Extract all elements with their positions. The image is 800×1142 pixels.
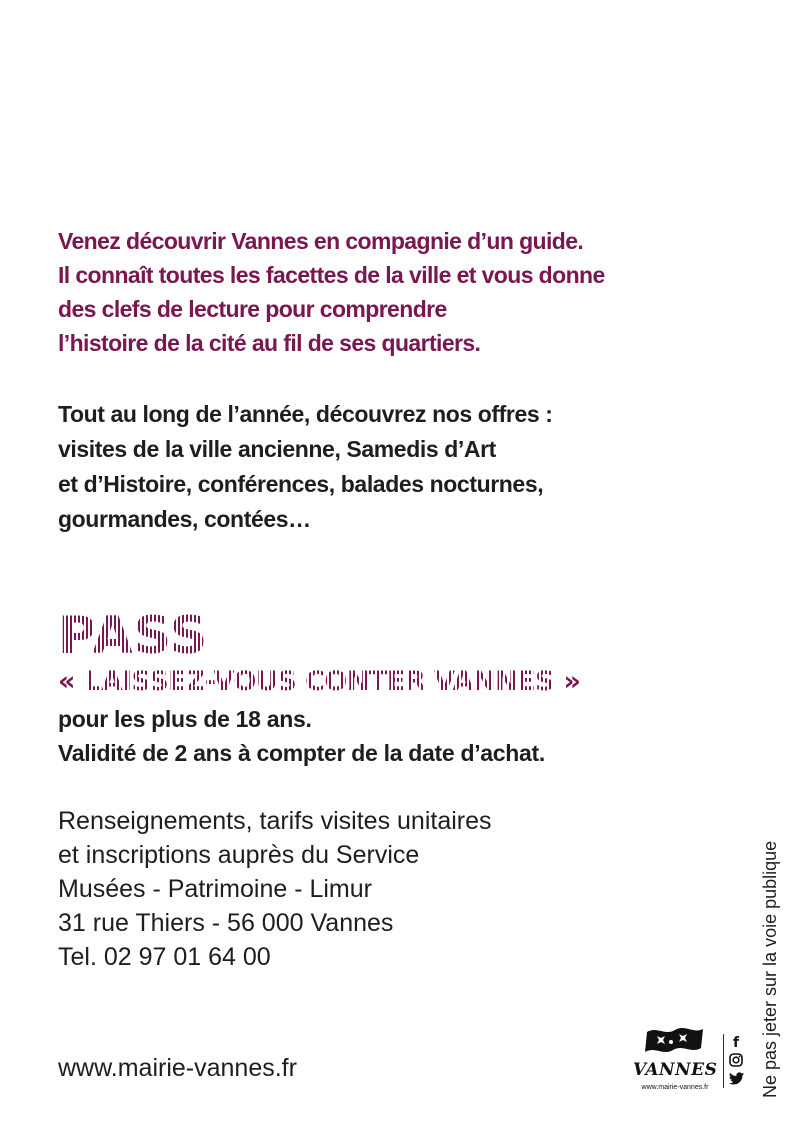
pass-title: PASS (58, 606, 209, 666)
website-link[interactable]: www.mairie-vannes.fr (58, 1054, 297, 1082)
intro-line: Venez découvrir Vannes en compagnie d’un guide. (58, 228, 584, 254)
contact-line: Renseignements, tarifs visites unitaires (58, 807, 492, 835)
vertical-note: Ne pas jeter sur la voie publique (760, 840, 780, 1098)
pass-detail-line: pour les plus de 18 ans. (58, 706, 312, 732)
logo-name: VANNES (633, 1060, 718, 1080)
intro-line: des clefs de lecture pour comprendre (58, 296, 447, 322)
logo-divider (723, 1034, 724, 1088)
contact-phone: Tel. 02 97 01 64 00 (58, 943, 271, 971)
quote-open: « (58, 666, 76, 697)
ermine-flag-icon (643, 1024, 707, 1060)
facebook-icon[interactable]: f (732, 1035, 740, 1051)
contact-address: 31 rue Thiers - 56 000 Vannes (58, 909, 394, 937)
offers-line: et d’Histoire, conférences, balades nocturnes, (58, 471, 544, 497)
contact-line: et inscriptions auprès du Service (58, 841, 420, 869)
offers-line: Tout au long de l’année, découvrez nos offres : (58, 401, 553, 427)
offers-line: visites de la ville ancienne, Samedis d’Art (58, 436, 496, 462)
twitter-icon[interactable] (728, 1070, 744, 1088)
pass-detail-line: Validité de 2 ans à compter de la date d’achat. (58, 740, 545, 766)
offers-paragraph (58, 397, 778, 537)
instagram-icon[interactable] (728, 1052, 744, 1070)
contact-info (58, 804, 492, 974)
contact-line: Musées - Patrimoine - Limur (58, 875, 372, 903)
social-icons (728, 1034, 744, 1088)
pass-name: LAISSEZ-VOUS CONTER VANNES (84, 666, 555, 697)
pass-subtitle (58, 664, 581, 700)
logo-url: www.mairie-vannes.fr (641, 1084, 709, 1091)
quote-close: » (563, 666, 581, 697)
intro-line: l’histoire de la cité au fil de ses quartiers. (58, 330, 481, 356)
offers-line: gourmandes, contées… (58, 506, 311, 532)
intro-paragraph (58, 224, 778, 360)
intro-line: Il connaît toutes les facettes de la ville et vous donne (58, 262, 605, 288)
vannes-logo (633, 1024, 721, 1098)
pass-details (58, 702, 545, 770)
